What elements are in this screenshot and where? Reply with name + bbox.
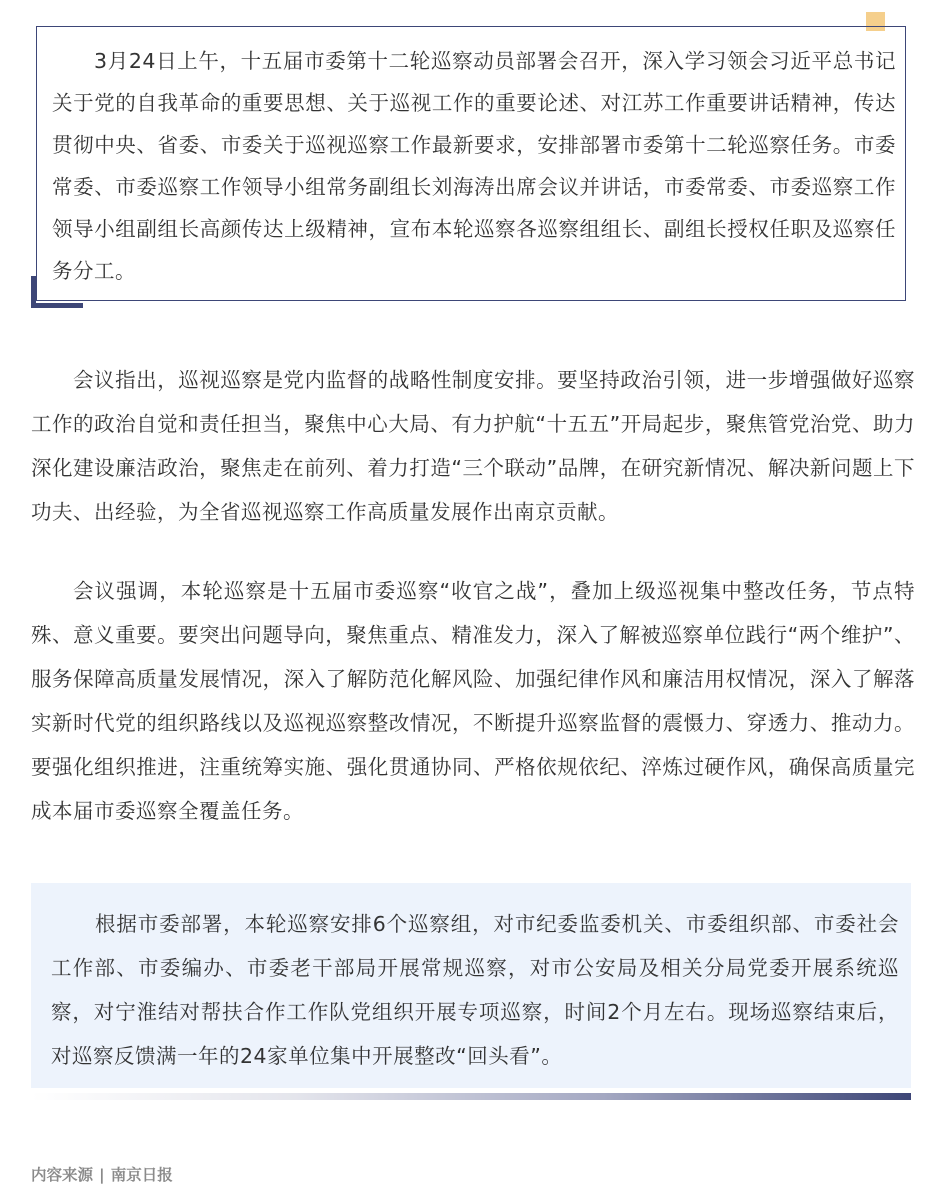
body-paragraph-meeting-points: 会议指出，巡视巡察是党内监督的战略性制度安排。要坚持政治引领，进一步增强做好巡察工作的政治自觉和责任担当，聚焦中心大局、有力护航“十五五”开局起步，聚焦管党治党、助力深化建设廉洁政治，聚焦走在前列、着力打造“三个联动”品牌，在研究新情况、解决新问题上下功夫、出经验，为全省巡视巡察工作高质量发展作出南京贡献。 — [31, 368, 915, 524]
body-paragraph-meeting-emphasis: 会议强调，本轮巡察是十五届市委巡察“收官之战”，叠加上级巡视集中整改任务，节点特殊、意义重要。要突出问题导向，聚焦重点、精准发力，深入了解被巡察单位践行“两个维护”、服务保障高质量发展情况，深入了解防范化解风险、加强纪律作风和廉洁用权情况，深入了解落实新时代党的组织路线以及巡视巡察整改情况，不断提升巡察监督的震慑力、穿透力、推动力。要强化组织推进，注重统筹实施、强化贯通协同、严格依规依纪、淬炼过硬作风，确保高质量完成本届市委巡察全覆盖任务。 — [31, 579, 915, 823]
frame-corner-bracket-base — [31, 303, 83, 308]
source-label: 内容来源 — [31, 1166, 94, 1184]
source-name: 南京日报 — [110, 1166, 173, 1184]
framed-paragraph: 3月24日上午，十五届市委第十二轮巡察动员部署会召开，深入学习领会习近平总书记关于党的自我革命的重要思想、关于巡视工作的重要论述、对江苏工作重要讲话精神，传达贯彻中央、省委、市委关于巡视巡察工作最新要求，安排部署市委第十二轮巡察任务。市委常委、市委巡察工作领导小组常务副组长刘海涛出席会议并讲话，市委常委、市委巡察工作领导小组副组长高颜传达上级精神，宣布本轮巡察各巡察组组长、副组长授权任职及巡察任务分工。 — [52, 49, 896, 283]
highlighted-paragraph: 根据市委部署，本轮巡察安排6个巡察组，对市纪委监委机关、市委组织部、市委社会工作部、市委编办、市委老干部局开展常规巡察，对市公安局及相关分局党委开展系统巡察，对宁淮结对帮扶合作工作队党组织开展专项巡察，时间2个月左右。现场巡察结束后，对巡察反馈满一年的24家单位集中开展整改“回头看”。 — [51, 912, 899, 1068]
source-credit — [31, 1162, 173, 1188]
source-separator: | — [99, 1166, 105, 1184]
gradient-divider — [31, 1093, 911, 1100]
highlighted-text-box — [31, 883, 911, 1088]
